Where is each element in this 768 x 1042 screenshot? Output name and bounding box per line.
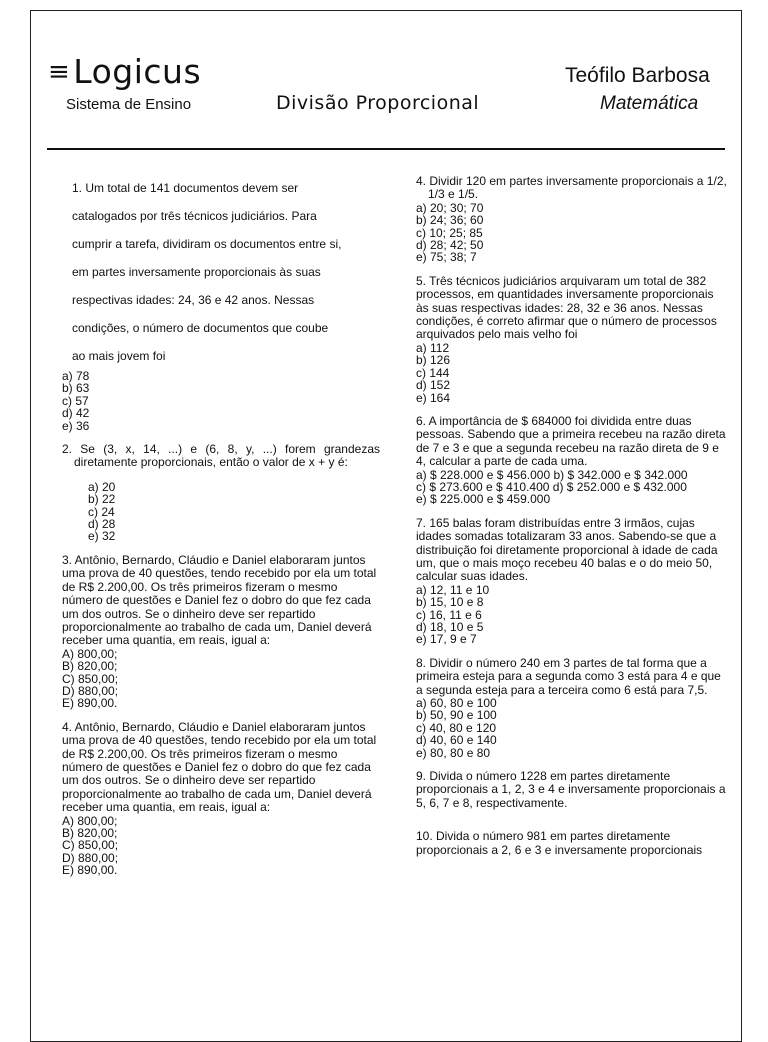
answer-option: a) 20: [88, 479, 116, 494]
question-text-line: cumprir a tarefa, dividiram os documentos entre si,: [72, 237, 342, 251]
question-text-line: respectivas idades: 24, 36 e 42 anos. Nessas: [72, 293, 315, 307]
question-text: 4. Dividir 120 em partes inversamente proporcionais a 1/2, 1/3 e 1/5.: [416, 174, 727, 202]
answer-option: a) 78: [62, 369, 90, 383]
answer-option: c) 10; 25; 85: [416, 225, 483, 240]
answer-options: [416, 469, 728, 506]
answer-options: [62, 648, 380, 710]
answer-option: b) 15, 10 e 8: [416, 595, 484, 610]
question-8: [416, 657, 728, 759]
answer-option: e) 17, 9 e 7: [416, 632, 477, 647]
answer-option: e) 164: [416, 390, 451, 405]
answer-option: a) 60, 80 e 100: [416, 696, 497, 711]
answer-options: [62, 370, 380, 432]
answer-options: [62, 815, 380, 877]
answer-options: [62, 481, 380, 543]
answer-option: c) 24: [88, 504, 115, 519]
answer-option: A) 800,00;: [62, 646, 118, 661]
answer-options: [416, 342, 728, 404]
author-name: Teófilo Barbosa: [565, 64, 710, 87]
question-1: [62, 180, 380, 432]
answer-option: b) 50, 90 e 100: [416, 708, 497, 723]
answer-options: [416, 202, 728, 264]
question-5: [416, 275, 728, 404]
answer-option: E) 890,00.: [62, 696, 118, 711]
document-title: Divisão Proporcional: [276, 92, 480, 114]
answer-option: a) 12, 11 e 10: [416, 582, 490, 597]
question-text: 8. Dividir o número 240 em 3 partes de tal forma que a primeira esteja para a segunda como 3 está para 4 e que a segunda esteja para a terceira como 6 está para 7,5.: [416, 655, 721, 697]
question-text: 10. Divida o número 981 em partes diretamente proporcionais a 2, 6 e 3 e inversamente proporcionais: [416, 829, 703, 857]
logo-text: Logicus: [73, 52, 202, 91]
question-3: [62, 554, 380, 710]
answer-option: b) 126: [416, 353, 451, 368]
answer-option: e) $ 225.000 e $ 459.000: [416, 492, 551, 507]
logo-subtitle: Sistema de Ensino: [66, 96, 192, 113]
question-4-left: [62, 721, 380, 877]
answer-option: d) 28: [88, 517, 116, 532]
question-text: 5. Três técnicos judiciários arquivaram um total de 382 processos, em quantidades inversamente proporcionais às suas respectivas idades: 28, 32 e 36 anos. Nessas condições, é correto afirmar que o número de processos arquivados pelo mais velho foi: [416, 273, 717, 342]
answer-option: C) 850,00;: [62, 671, 119, 686]
answer-option: a) 20; 30; 70: [416, 200, 484, 215]
answer-option: d) 42: [62, 406, 90, 421]
logo-mark-icon: ≡: [48, 57, 71, 87]
answer-option: b) 22: [88, 492, 116, 507]
question-text-line: condições, o número de documentos que coube: [72, 321, 329, 335]
question-text: 6. A importância de $ 684000 foi dividida entre duas pessoas. Sabendo que a primeira recebeu na razão direta de 7 e 3 e que a segunda recebeu na razão direta de 9 e 4, calcular a parte de cada uma.: [416, 413, 726, 469]
question-9: [416, 770, 728, 810]
answer-option: e) 36: [62, 418, 90, 433]
answer-option: b) 24; 36; 60: [416, 213, 484, 228]
question-4: [416, 175, 728, 264]
header-divider: [47, 148, 725, 150]
answer-option: b) 63: [62, 381, 90, 396]
question-text: 7. 165 balas foram distribuídas entre 3 irmãos, cujas idades somadas totalizaram 33 anos. Sabendo-se que a distribuição foi diretamente proporcional à idade de cada um, que o mais moço recebeu 40 balas e o do meio 50, calcular suas idades.: [416, 515, 718, 584]
answer-option: d) 28; 42; 50: [416, 238, 484, 253]
answer-option: c) 40, 80 e 120: [416, 720, 497, 735]
answer-option: e) 75; 38; 7: [416, 250, 477, 265]
answer-options: [416, 697, 728, 759]
answer-option: c) 144: [416, 365, 450, 380]
question-text: 4. Antônio, Bernardo, Cláudio e Daniel elaboraram juntos uma prova de 40 questões, tendo recebido por ela um total de R$ 2.200,00. Os três primeiros fizeram o mesmo número de questões e Daniel fez o dobro do que fez cada um dos outros. Se o dinheiro deve ser repartido proporcionalmente ao trabalho de cada um, Daniel deverá receber uma quantia, em reais, igual a:: [62, 719, 377, 815]
answer-options: [416, 584, 728, 646]
answer-option: B) 820,00;: [62, 659, 118, 674]
logo: [48, 52, 201, 91]
answer-option: d) 40, 60 e 140: [416, 733, 497, 748]
answer-option: D) 880,00;: [62, 850, 119, 865]
question-10: [416, 830, 728, 857]
answer-option: B) 820,00;: [62, 826, 118, 840]
question-text: 2. Se (3, x, 14, ...) e (6, 8, y, ...) forem grandezas diretamente proporcionais, então o valor de x + y é:: [62, 442, 380, 470]
answer-option: a) 112: [416, 340, 450, 355]
subject-name: Matemática: [600, 93, 699, 114]
answer-option: e) 80, 80 e 80: [416, 745, 491, 760]
answer-option: a) $ 228.000 e $ 456.000 b) $ 342.000 e $ 342.000: [416, 467, 688, 482]
answer-option: c) 16, 11 e 6: [416, 607, 482, 622]
answer-option: d) 18, 10 e 5: [416, 620, 484, 634]
question-text-line: catalogados por três técnicos judiciários. Para: [72, 209, 317, 223]
answer-option: c) $ 273.600 e $ 410.400 d) $ 252.000 e $ 432.000: [416, 479, 687, 494]
question-6: [416, 415, 728, 506]
answer-option: C) 850,00;: [62, 838, 119, 853]
question-7: [416, 517, 728, 646]
answer-option: c) 57: [62, 393, 89, 408]
answer-option: e) 32: [88, 529, 116, 544]
answer-option: A) 800,00;: [62, 813, 118, 828]
question-2: [62, 443, 380, 543]
question-text-line: ao mais jovem foi: [72, 349, 166, 363]
answer-option: d) 152: [416, 378, 451, 393]
answer-option: E) 890,00.: [62, 863, 118, 878]
question-text: 3. Antônio, Bernardo, Cláudio e Daniel elaboraram juntos uma prova de 40 questões, tendo recebido por ela um total de R$ 2.200,00. Os três primeiros fizeram o mesmo número de questões e Daniel fez o dobro do que fez cada um dos outros. Se o dinheiro deve ser repartido proporcionalmente ao trabalho de cada um, Daniel deverá receber uma quantia, em reais, igual a:: [62, 552, 377, 648]
question-text-line: em partes inversamente proporcionais às suas: [72, 265, 321, 279]
right-column: [416, 175, 728, 868]
question-text: 9. Divida o número 1228 em partes diretamente proporcionais a 1, 2, 3 e 4 e inversamente proporcionais a 5, 6, 7 e 8, respectivamente.: [416, 769, 726, 810]
left-column: [62, 180, 380, 888]
question-text-line: 1. Um total de 141 documentos devem ser: [72, 181, 299, 195]
answer-option: D) 880,00;: [62, 683, 119, 698]
